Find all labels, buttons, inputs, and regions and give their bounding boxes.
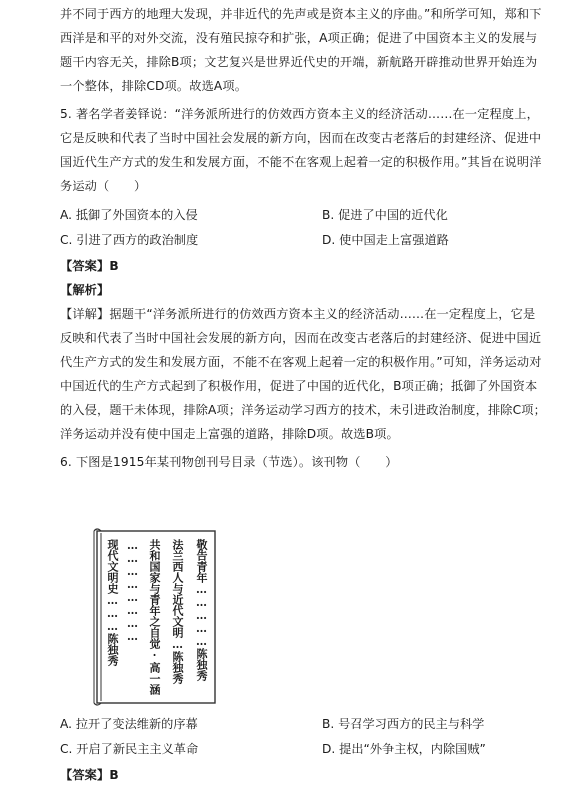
toc-entry: 共和国家与青年之自觉·高一涵 bbox=[148, 539, 161, 695]
q5-analysis-label: 【解析】 bbox=[60, 283, 110, 297]
toc-entry: 法兰西人与近代文明…陈独秀 bbox=[171, 539, 184, 684]
q6-option-c: C. 开启了新民主主义革命 bbox=[60, 742, 199, 756]
toc-entry: 敬告青年……………陈独秀 bbox=[195, 539, 208, 681]
q5-stem-line: 5. 著名学者姜铎说：“洋务派所进行的仿效西方资本主义的经济活动……在一定程度上， bbox=[60, 107, 539, 121]
q6-option-a: A. 拉开了变法维新的序幕 bbox=[60, 717, 198, 731]
q5-answer: 【答案】B bbox=[60, 259, 119, 273]
toc-entry: …………………… bbox=[126, 539, 139, 643]
q6-answer: 【答案】B bbox=[60, 768, 119, 782]
q5-detail-line: 洋务运动并没有使中国走上富强的道路，排除D项。故选B项。 bbox=[60, 427, 399, 441]
q5-stem-line: 它是反映和代表了当时中国社会发展的新方向，因而在改变古老落后的封建经济、促进中 bbox=[60, 131, 542, 145]
q5-option-b: B. 促进了中国的近代化 bbox=[322, 208, 448, 222]
q5-option-c: C. 引进了西方的政治制度 bbox=[60, 233, 199, 247]
q6-stem: 6. 下图是1915年某刊物创刊号目录（节选）。该刊物（ ） bbox=[60, 455, 398, 469]
q5-option-a: A. 抵御了外国资本的入侵 bbox=[60, 208, 198, 222]
q5-stem-line: 国近代生产方式的发生和发展方面，不能不在客观上起着一定的积极作用。”其旨在说明洋 bbox=[60, 155, 542, 169]
intro-line: 题干内容无关，排除B项；文艺复兴是世界近代史的开端，新航路开辟推动世界开始连为 bbox=[60, 55, 538, 69]
q6-option-d: D. 提出“外争主权，内除国贼” bbox=[322, 742, 486, 756]
q5-detail-line: 【详解】据题干“洋务派所进行的仿效西方资本主义的经济活动……在一定程度上，它是 bbox=[60, 307, 536, 321]
q5-option-d: D. 使中国走上富强道路 bbox=[322, 233, 449, 247]
intro-line: 西洋是和平的对外交流，没有殖民掠夺和扩张，A项正确；促进了中国资本主义的发展与 bbox=[60, 31, 538, 45]
q5-stem-line: 务运动（ ） bbox=[60, 179, 147, 193]
toc-entry: 现代文明史………陈独秀 bbox=[106, 539, 119, 666]
q5-detail-line: 反映和代表了当时中国社会发展的新方向，因而在改变古老落后的封建经济、促进中国近 bbox=[60, 331, 542, 345]
q5-detail-line: 的入侵，题干未体现，排除A项；洋务运动学习西方的技术，未引进政治制度，排除C项； bbox=[60, 403, 546, 417]
q5-detail-line: 中国近代的生产方式起到了积极作用，促进了中国的近代化，B项正确；抵御了外国资本 bbox=[60, 379, 538, 393]
q6-option-b: B. 号召学习西方的民主与科学 bbox=[322, 717, 485, 731]
intro-line: 并不同于西方的地理大发现，并非近代的先声或是资本主义的序曲。”和所学可知，郑和下 bbox=[60, 7, 542, 21]
q5-detail-line: 代生产方式的发生和发展方面，不能不在客观上起着一定的积极作用。”可知，洋务运动对 bbox=[60, 355, 542, 369]
table-of-contents-image bbox=[92, 527, 220, 707]
intro-line: 一个整体，排除CD项。故选A项。 bbox=[60, 79, 248, 93]
